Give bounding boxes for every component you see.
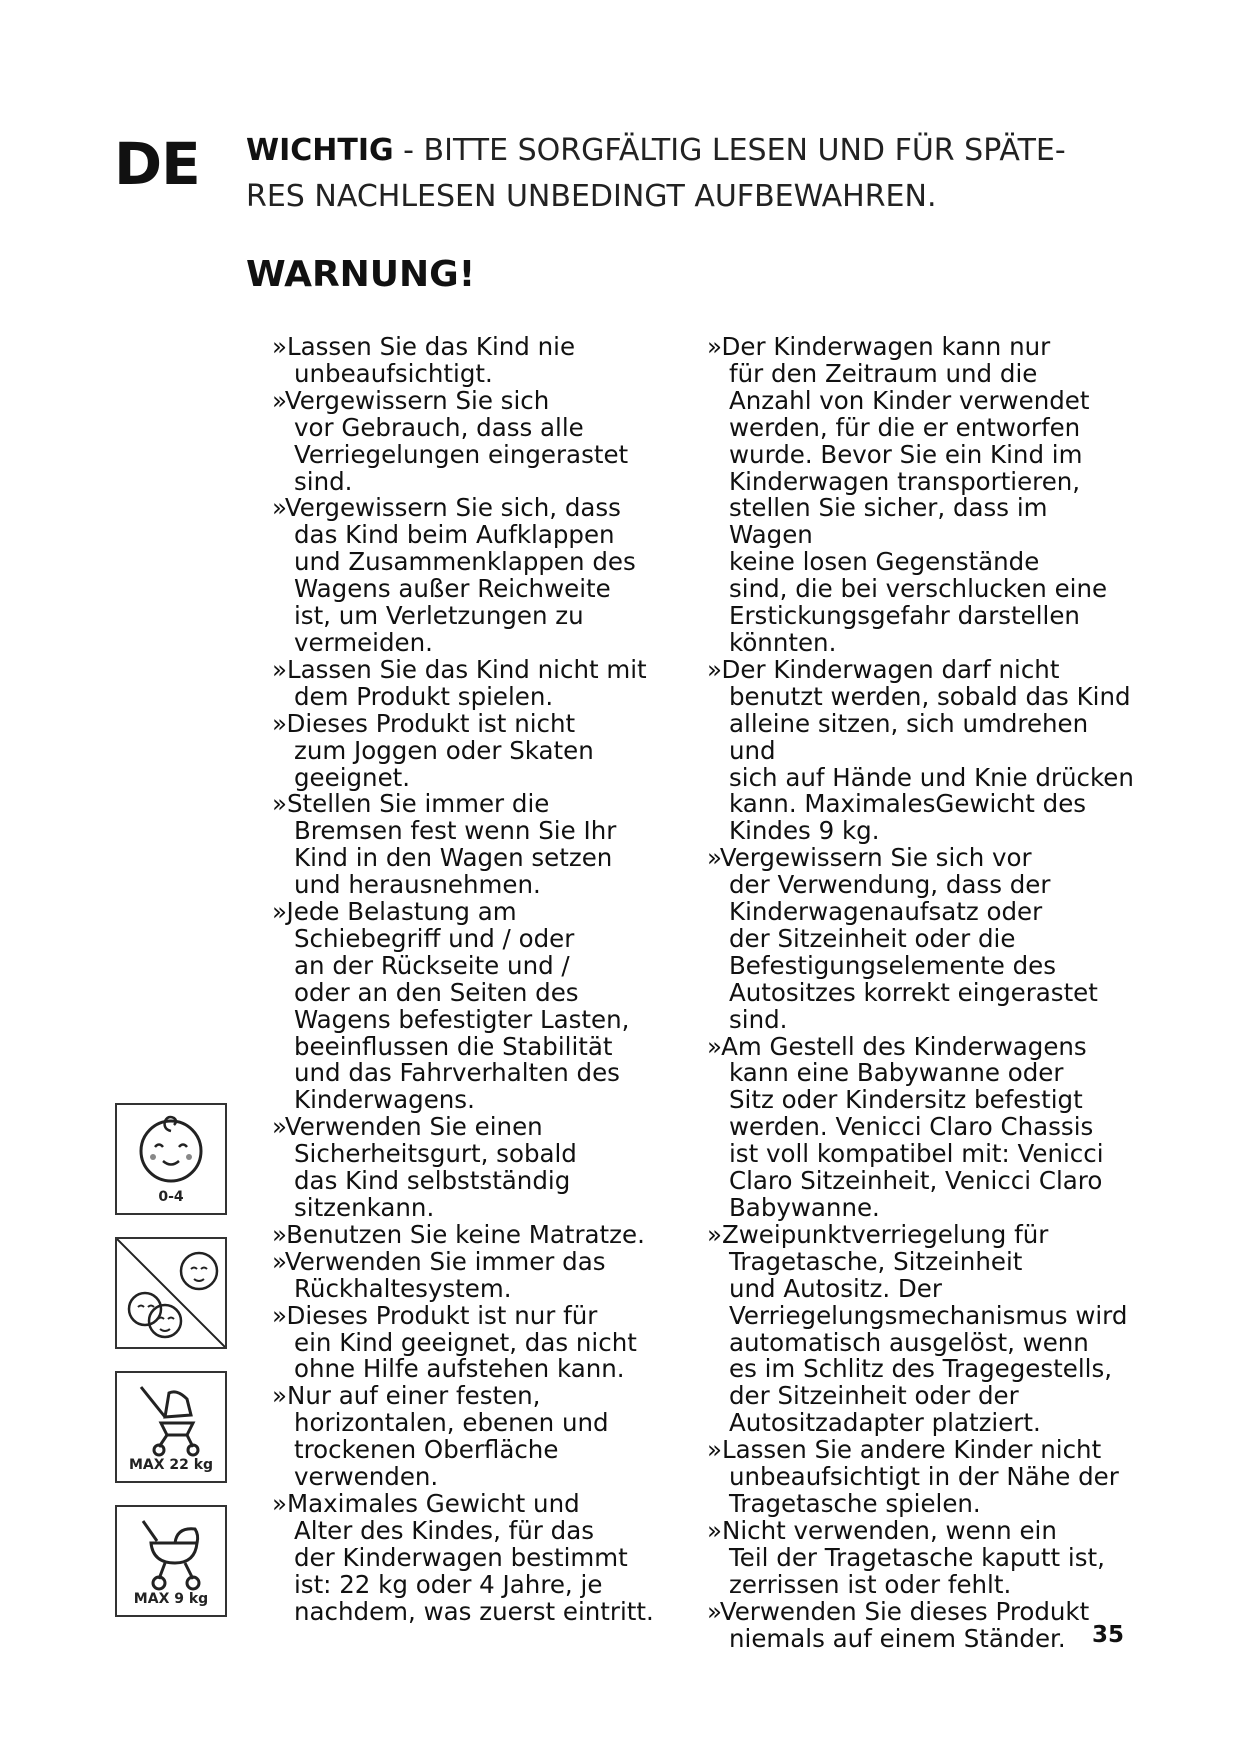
warning-item — [272, 1488, 662, 1626]
warning-item — [272, 495, 662, 656]
warning-item — [272, 791, 662, 899]
warning-item-line: und das Fahrverhalten des — [294, 1058, 620, 1088]
warning-item-line: Bremsen fest wenn Sie Ihr — [294, 816, 617, 846]
warning-item-line: niemals auf einem Ständer. — [729, 1623, 1066, 1653]
warning-item-line: werden, für die er entworfen — [729, 412, 1081, 442]
notice-line-2: RES NACHLESEN UNBEDINGT AUFBEWAHREN. — [246, 179, 937, 214]
warning-item-first-line: »Vergewissern Sie sich, dass — [272, 493, 621, 523]
warning-item-line: stellen Sie sicher, dass im Wagen — [729, 493, 1048, 550]
warning-item-line: alleine sitzen, sich umdrehen und — [729, 708, 1089, 765]
warning-item-line: Sitz oder Kindersitz befestigt — [729, 1085, 1083, 1115]
warning-item-line: beeinflussen die Stabilität — [294, 1031, 613, 1061]
warning-item-first-line: »Verwenden Sie dieses Produkt — [707, 1596, 1090, 1626]
warning-item-line: und Zusammenklappen des — [294, 547, 636, 577]
warning-item — [707, 334, 1137, 657]
warning-item-line: Anzahl von Kinder verwendet — [729, 385, 1090, 415]
warning-item-line: sitzenkann. — [294, 1193, 435, 1222]
warning-item-first-line: »Der Kinderwagen darf nicht — [707, 654, 1060, 684]
warning-item-line: wurde. Bevor Sie ein Kind im — [729, 439, 1083, 469]
warning-item — [707, 845, 1137, 1033]
warning-item-line: kann. MaximalesGewicht des — [729, 789, 1087, 819]
pram-max-weight-label: MAX 9 kg — [133, 1591, 209, 1607]
warning-item-line: nachdem, was zuerst eintritt. — [294, 1596, 654, 1626]
warning-item-first-line: »Maximales Gewicht und — [272, 1488, 580, 1518]
notice-line-1 — [246, 128, 1146, 174]
warning-item-first-line: »Nur auf einer festen, — [272, 1381, 541, 1411]
stroller-weight-icon-box — [115, 1371, 227, 1483]
warning-item-line: unbeaufsichtigt in der Nähe der — [729, 1462, 1119, 1492]
warning-item-line: das Kind beim Aufklappen — [294, 520, 615, 550]
warning-item-first-line: »Benutzen Sie keine Matratze. — [272, 1219, 645, 1249]
warning-item — [707, 1219, 1137, 1438]
warning-item-line: Kinderwagens. — [294, 1085, 475, 1115]
warning-item-line: es im Schlitz des Tragegestells, — [729, 1354, 1112, 1384]
warning-item-line: der Kinderwagen bestimmt — [294, 1542, 628, 1572]
warning-item-line: keine losen Gegenstände — [729, 547, 1040, 577]
warning-item-line: Kind in den Wagen setzen — [294, 843, 613, 873]
warning-item — [272, 1246, 662, 1303]
warning-item — [272, 1383, 662, 1491]
warning-item-line: sind, die bei verschlucken eine — [729, 574, 1108, 604]
warning-item-first-line: »Zweipunktverriegelung für — [707, 1219, 1049, 1249]
warning-item-line: an der Rückseite und / — [294, 950, 570, 980]
stroller-max-weight-label: MAX 22 kg — [128, 1457, 214, 1473]
warning-item-line: Erstickungsgefahr darstellen — [729, 601, 1080, 631]
warning-item-line: werden. Venicci Claro Chassis — [729, 1112, 1094, 1142]
warning-item-line: oder an den Seiten des — [294, 977, 579, 1007]
warning-item — [272, 1114, 662, 1222]
warning-item-line: Schiebegriff und / oder — [294, 923, 575, 953]
warning-item — [272, 334, 662, 388]
right-warning-column — [707, 334, 1137, 1652]
warning-item-line: Claro Sitzeinheit, Venicci Claro — [729, 1166, 1103, 1196]
warning-item-first-line: »Verwenden Sie einen — [272, 1112, 543, 1142]
warning-item-line: benutzt werden, sobald das Kind — [729, 681, 1131, 711]
notice-text-1: - BITTE SORGFÄLTIG LESEN UND FÜR SPÄTE- — [393, 133, 1066, 168]
no-twins-icon — [117, 1239, 225, 1347]
warning-item-line: kann eine Babywanne oder — [729, 1058, 1064, 1088]
language-code: DE — [114, 130, 200, 198]
warning-item-line: Wagens befestigter Lasten, — [294, 1004, 630, 1034]
warning-item-first-line: »Jede Belastung am — [272, 897, 517, 927]
warning-item-first-line: »Am Gestell des Kinderwagens — [707, 1031, 1087, 1061]
warning-item — [707, 1515, 1137, 1599]
warning-item-line: horizontalen, ebenen und — [294, 1408, 609, 1438]
warning-item-line: zum Joggen oder Skaten — [294, 735, 594, 765]
warning-item-first-line: »Lassen Sie das Kind nicht mit — [272, 654, 647, 684]
warning-item-line: zerrissen ist oder fehlt. — [729, 1569, 1012, 1599]
warning-item-line: und herausnehmen. — [294, 870, 541, 900]
warning-item-line: unbeaufsichtigt. — [294, 358, 493, 388]
page-number: 35 — [1092, 1622, 1125, 1648]
warning-item-line: Kindes 9 kg. — [729, 816, 880, 846]
warning-item-line: ist voll kompatibel mit: Venicci — [729, 1139, 1104, 1169]
warning-item — [272, 708, 662, 792]
warning-item-first-line: »Vergewissern Sie sich — [272, 385, 550, 415]
warning-item-line: Kinderwagen transportieren, — [729, 466, 1081, 496]
warning-item-line: ohne Hilfe aufstehen kann. — [294, 1354, 625, 1384]
warning-item-line: Sicherheitsgurt, sobald — [294, 1139, 577, 1169]
left-warning-column — [272, 334, 662, 1626]
warning-item-first-line: »Der Kinderwagen kann nur — [707, 332, 1051, 361]
warning-title: WARNUNG! — [246, 254, 476, 295]
warning-item — [272, 1219, 662, 1249]
warning-item-first-line: »Vergewissern Sie sich vor — [707, 843, 1032, 873]
warning-item-first-line: »Verwenden Sie immer das — [272, 1246, 606, 1276]
warning-item-line: Befestigungselemente des — [729, 950, 1056, 980]
warning-item-line: Rückhaltesystem. — [294, 1273, 512, 1303]
warning-item-first-line: »Lassen Sie andere Kinder nicht — [707, 1435, 1102, 1465]
age-range-icon-box — [115, 1103, 227, 1215]
warning-item-line: dem Produkt spielen. — [294, 681, 554, 711]
warning-item — [272, 654, 662, 711]
warning-item-line: automatisch ausgelöst, wenn — [729, 1327, 1089, 1357]
warning-item-first-line: »Dieses Produkt ist nur für — [272, 1300, 598, 1330]
warning-item-line: Verriegelungen eingerastet — [294, 439, 629, 469]
warning-item-line: sich auf Hände und Knie drücken — [729, 762, 1134, 792]
warning-item-line: Autositzadapter platziert. — [729, 1408, 1041, 1438]
warning-item-line: das Kind selbstständig — [294, 1166, 571, 1196]
warning-item — [707, 1437, 1137, 1518]
important-notice — [246, 128, 1146, 220]
warning-item-line: geeignet. — [294, 762, 411, 792]
warning-item-line: Tragetasche spielen. — [729, 1488, 981, 1518]
age-range-label: 0-4 — [158, 1189, 184, 1205]
warning-item-line: sind. — [729, 1004, 788, 1034]
warning-item-line: ist: 22 kg oder 4 Jahre, je — [294, 1569, 603, 1599]
warning-item-line: ist, um Verletzungen zu — [294, 601, 584, 631]
warning-item-line: und Autositz. Der — [729, 1273, 942, 1303]
warning-item-first-line: »Nicht verwenden, wenn ein — [707, 1515, 1057, 1545]
warning-item-first-line: »Lassen Sie das Kind nie — [272, 332, 576, 361]
warning-item — [272, 899, 662, 1114]
warning-item-line: vermeiden. — [294, 627, 433, 657]
warning-item — [272, 385, 662, 496]
warning-item-line: Verriegelungsmechanismus wird — [729, 1300, 1128, 1330]
warning-item-line: Teil der Tragetasche kaputt ist, — [729, 1542, 1105, 1572]
warning-item-line: für den Zeitraum und die — [729, 358, 1038, 388]
warning-item — [707, 1596, 1137, 1653]
warning-item — [707, 654, 1137, 846]
single-child-icon-box — [115, 1237, 227, 1349]
warning-item-line: Tragetasche, Sitzeinheit — [729, 1246, 1023, 1276]
warning-item-line: der Sitzeinheit oder die — [729, 923, 1016, 953]
warning-item-line: könnten. — [729, 627, 837, 657]
warning-item — [272, 1300, 662, 1384]
warning-item-first-line: »Stellen Sie immer die — [272, 789, 550, 819]
warning-item-line: der Verwendung, dass der — [729, 870, 1051, 900]
warning-item — [707, 1031, 1137, 1222]
warning-item-line: Alter des Kindes, für das — [294, 1515, 594, 1545]
important-label: WICHTIG — [246, 133, 394, 168]
warning-item-line: Wagens außer Reichweite — [294, 574, 611, 604]
warning-item-first-line: »Dieses Produkt ist nicht — [272, 708, 576, 738]
warning-item-line: verwenden. — [294, 1462, 439, 1492]
warning-item-line: sind. — [294, 466, 353, 496]
warning-item-line: Autositzes korrekt eingerastet — [729, 977, 1098, 1007]
pram-weight-icon-box — [115, 1505, 227, 1617]
warning-item-line: Babywanne. — [729, 1193, 880, 1222]
warning-item-line: vor Gebrauch, dass alle — [294, 412, 584, 442]
warning-item-line: ein Kind geeignet, das nicht — [294, 1327, 637, 1357]
warning-item-line: trockenen Oberfläche — [294, 1435, 559, 1465]
warning-item-line: der Sitzeinheit oder der — [729, 1381, 1019, 1411]
warning-item-line: Kinderwagenaufsatz oder — [729, 897, 1043, 927]
